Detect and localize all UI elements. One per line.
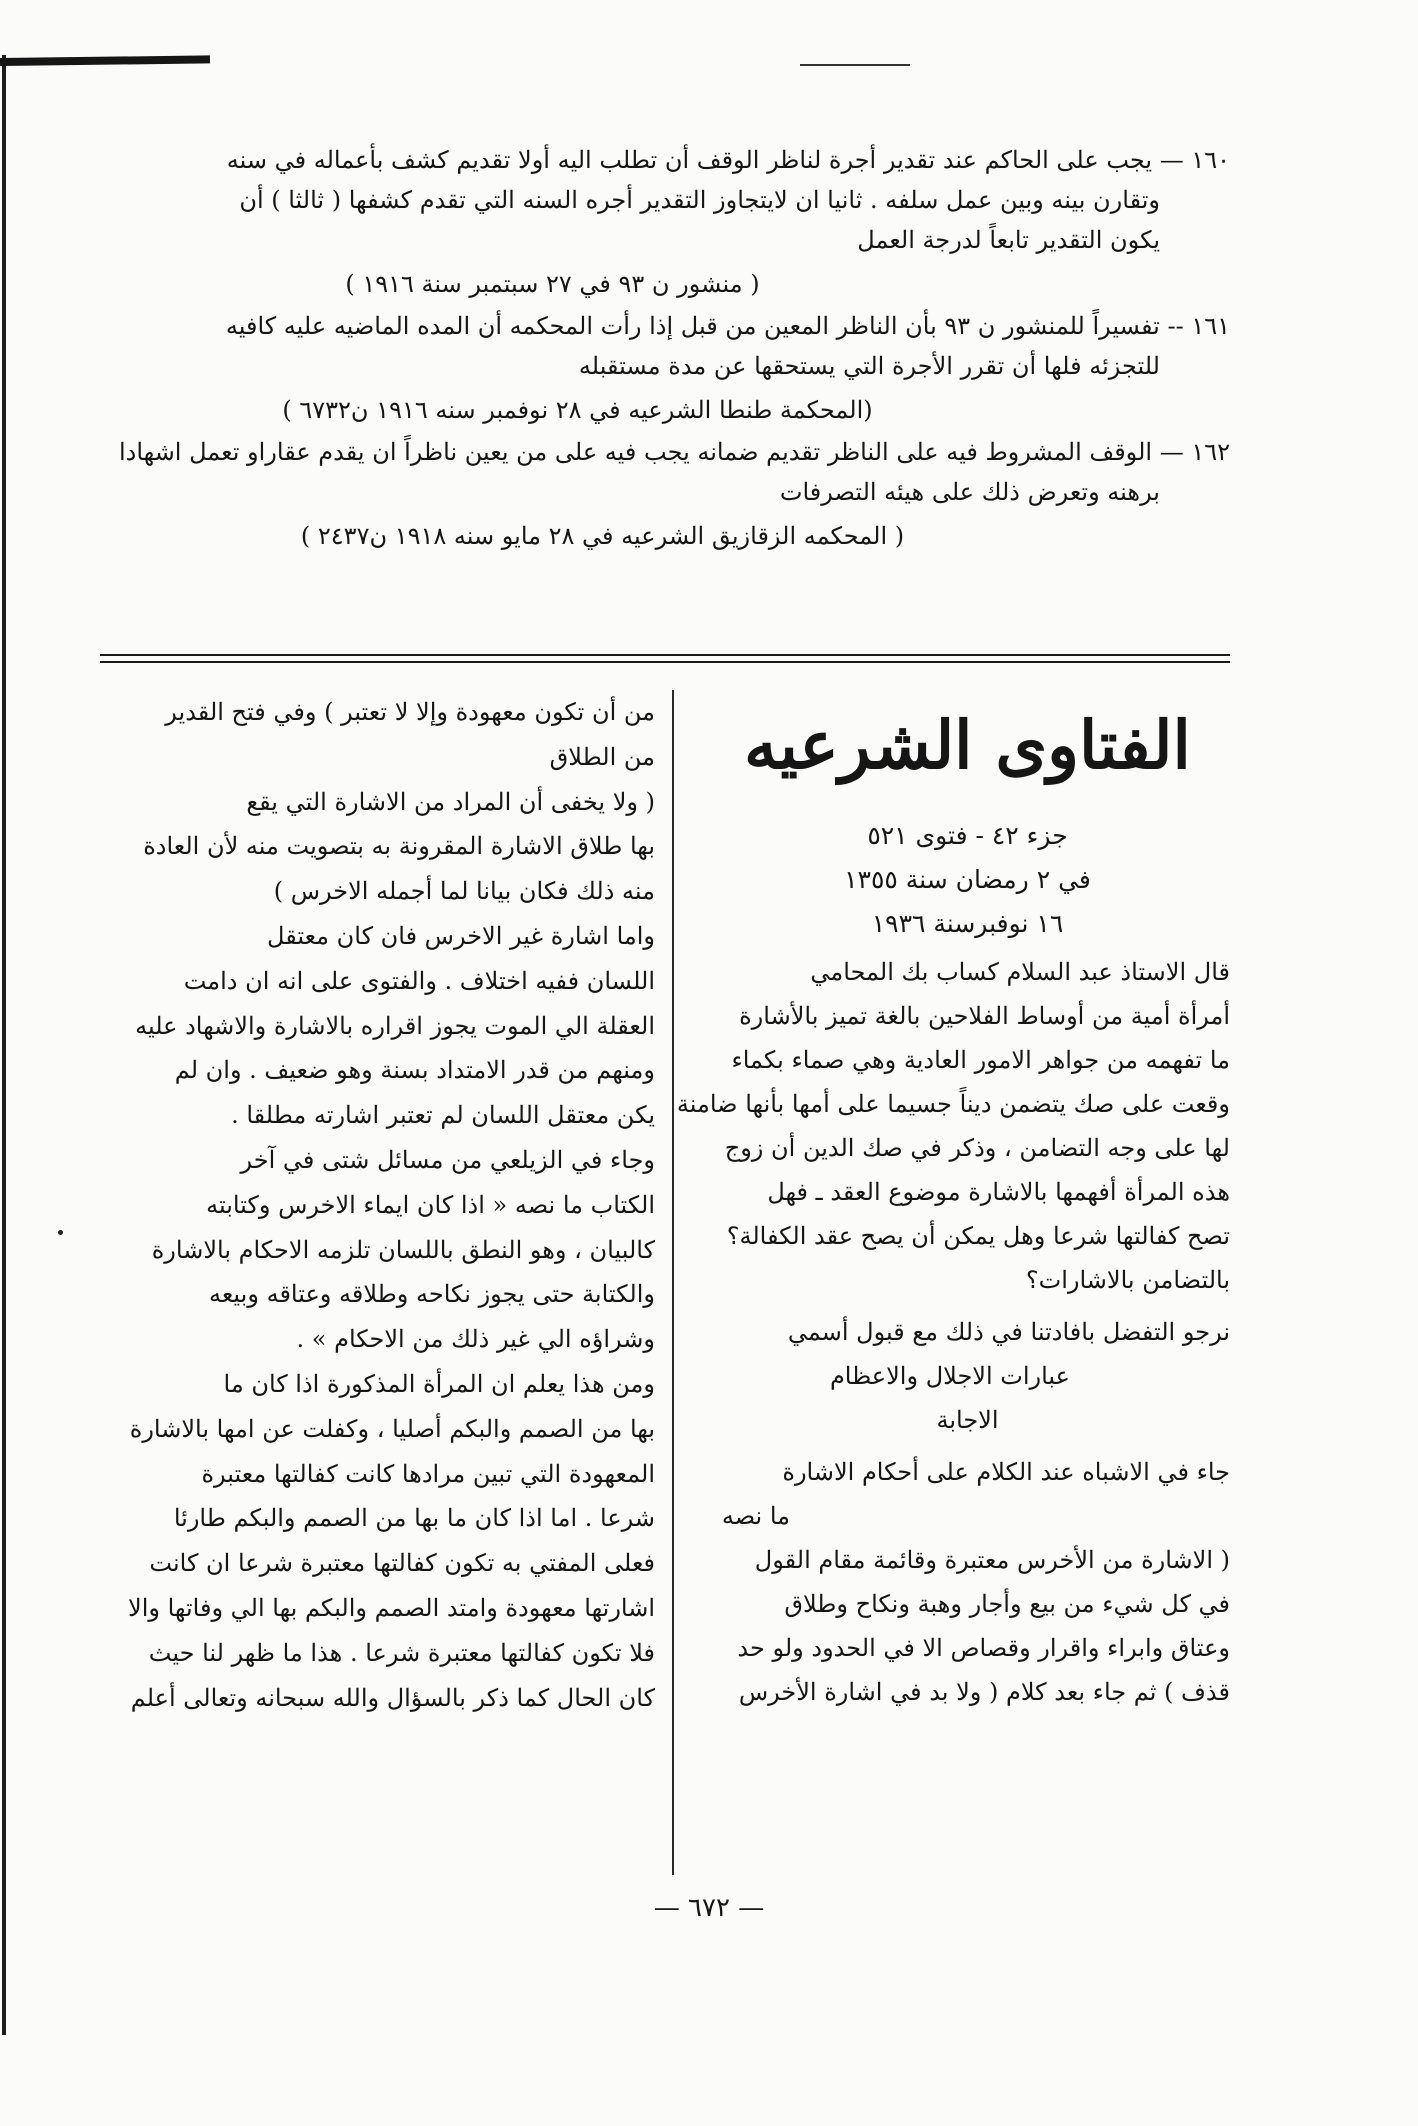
ruling-reference: ( المحكمه الزقازيق الشرعيه في ٢٨ مايو سنه ١٩١٨ ن٢٤٣٧ ) bbox=[300, 522, 905, 550]
continuation-line: منه ذلك فكان بيانا لما أجمله الاخرس ) bbox=[273, 877, 655, 906]
page-number: — ٦٧٢ — bbox=[653, 1893, 765, 1923]
column-divider bbox=[672, 690, 674, 1875]
continuation-line: وجاء في الزيلعي من مسائل شتى في آخر bbox=[240, 1145, 655, 1174]
fatwa-meta-line: في ٢ رمضان سنة ١٣٥٥ bbox=[844, 865, 1091, 894]
ruling-reference: ( منشور ن ٩٣ في ٢٧ سبتمبر سنة ١٩١٦ ) bbox=[345, 270, 760, 298]
fatwa-request bbox=[705, 1310, 1230, 1398]
question-line: هذه المرأة أفهمها بالاشارة موضوع العقد ـ فهل bbox=[767, 1178, 1230, 1206]
question-line: أمرأة أمية من أوساط الفلاحين بالغة تميز بالأشارة bbox=[739, 1002, 1230, 1030]
request-line: عبارات الاجلال والاعظام bbox=[829, 1362, 1070, 1390]
answer-continuation-column bbox=[95, 690, 655, 1720]
answer-line: في كل شيء من بيع وأجار وهبة ونكاح وطلاق bbox=[784, 1590, 1230, 1618]
continuation-line: بها من الصمم والبكم أصليا ، وكفلت عن امها بالاشارة bbox=[129, 1414, 655, 1443]
continuation-line: كالبيان ، وهو النطق باللسان تلزمه الاحكام بالاشارة bbox=[151, 1235, 655, 1264]
question-line: ما تفهمه من جواهر الامور العادية وهي صماء بكماء bbox=[731, 1046, 1230, 1074]
fatwa-column bbox=[676, 690, 1230, 1714]
ruling-160 bbox=[95, 140, 1230, 306]
continuation-line: ومن هذا يعلم ان المرأة المذكورة اذا كان ما bbox=[223, 1369, 655, 1398]
ruling-reference: (المحكمة طنطا الشرعيه في ٢٨ نوفمبر سنه ١٩١٦ ن٦٧٣٢ ) bbox=[282, 396, 873, 424]
fatwa-meta-line: جزء ٤٢ - فتوى ٥٢١ bbox=[867, 821, 1068, 850]
continuation-line: من أن تكون معهودة وإلا لا تعتبر ) وفي فتح القدير bbox=[165, 698, 655, 726]
continuation-line: يكن معتقل اللسان لم تعتبر اشارته مطلقا . bbox=[231, 1101, 655, 1130]
continuation-line: اللسان ففيه اختلاف . والفتوى على انه ان دامت bbox=[183, 966, 655, 995]
fatwa-meta-line: ١٦ نوفبرسنة ١٩٣٦ bbox=[871, 909, 1064, 938]
ruling-162 bbox=[95, 432, 1230, 558]
fatwa-answer bbox=[705, 1450, 1230, 1714]
answer-heading: الاجابة bbox=[936, 1406, 999, 1434]
answer-line: جاء في الاشباه عند الكلام على أحكام الاشارة bbox=[782, 1458, 1230, 1486]
question-line: وقعت على صك يتضمن ديناً جسيما على أمها بأنها ضامنة bbox=[676, 1090, 1230, 1118]
scan-mark bbox=[800, 64, 910, 66]
continuation-line: ( ولا يخفى أن المراد من الاشارة التي يقع bbox=[246, 787, 655, 816]
continuation-line: العقلة الي الموت يجوز اقراره بالاشارة والاشهاد عليه bbox=[135, 1011, 655, 1040]
continuation-line: والكتابة حتى يجوز نكاحه وطلاقه وعتاقه وبيعه bbox=[208, 1280, 655, 1309]
continuation-line: وشراؤه الي غير ذلك من الاحكام » . bbox=[296, 1325, 655, 1354]
ruling-text-line: ١٦٢ — الوقف المشروط فيه على الناظر تقديم ضمانه يجب فيه على من يعين ناظراً ان يقدم عقاراو تعمل اشهادا bbox=[118, 438, 1230, 466]
continuation-line: من الطلاق bbox=[549, 742, 655, 771]
continuation-line: فعلى المفتي به تكون كفالتها معتبرة شرعا ان كانت bbox=[149, 1549, 655, 1578]
answer-line: وعتاق وابراء واقرار وقصاص الا في الحدود ولو حد bbox=[737, 1634, 1230, 1662]
continuation-line: بها طلاق الاشارة المقرونة به بتصويت منه لأن العادة bbox=[143, 832, 655, 861]
ruling-text-line: وتقارن بينه وبين عمل سلفه . ثانيا ان لايتجاوز التقدير أجره السنه التي تقدم كشفها ( ثالثا ) أن bbox=[239, 186, 1160, 214]
fatwa-question bbox=[676, 950, 1230, 1302]
continuation-line: واما اشارة غير الاخرس فان كان معتقل bbox=[267, 921, 655, 950]
question-line: تصح كفالتها شرعا وهل يمكن أن يصح عقد الكفالة؟ bbox=[726, 1222, 1230, 1250]
continuation-line: كان الحال كما ذكر بالسؤال والله سبحانه وتعالى أعلم bbox=[130, 1683, 655, 1712]
request-line: نرجو التفضل بافادتنا في ذلك مع قبول أسمي bbox=[787, 1318, 1230, 1346]
fatwa-heading: الفتاوى الشرعيه bbox=[744, 706, 1191, 784]
rulings-section bbox=[95, 140, 1230, 558]
scan-border bbox=[2, 55, 6, 2035]
ruling-text-line: للتجزئه فلها أن تقرر الأجرة التي يستحقها عن مدة مستقبله bbox=[578, 352, 1160, 380]
answer-line: ( الاشارة من الأخرس معتبرة وقائمة مقام القول bbox=[754, 1546, 1230, 1574]
ruling-text-line: برهنه وتعرض ذلك على هيئه التصرفات bbox=[779, 478, 1160, 506]
answer-line: قذف ) ثم جاء بعد كلام ( ولا بد في اشارة الأخرس bbox=[738, 1678, 1230, 1706]
question-line: لها على وجه التضامن ، وذكر في صك الدين أن زوج bbox=[724, 1134, 1230, 1162]
question-line: بالتضامن بالاشارات؟ bbox=[1025, 1266, 1230, 1294]
scan-speck bbox=[58, 1230, 63, 1235]
ruling-text-line: ١٦١ -- تفسيراً للمنشور ن ٩٣ بأن الناظر المعين من قبل إذا رأت المحكمه أن المده الماضيه عليه كافيه bbox=[225, 312, 1230, 340]
section-divider bbox=[100, 654, 1230, 656]
scan-bar bbox=[0, 55, 210, 66]
continuation-line: شرعا . اما اذا كان ما بها من الصمم والبكم طارئا bbox=[173, 1504, 655, 1533]
continuation-line: ومنهم من قدر الامتداد بسنة وهو ضعيف . وان لم bbox=[174, 1056, 655, 1085]
question-line: قال الاستاذ عبد السلام كساب بك المحامي bbox=[810, 958, 1230, 986]
continuation-line: فلا تكون كفالتها معتبرة شرعا . هذا ما ظهر لنا حيث bbox=[148, 1638, 655, 1667]
ruling-text-line: يكون التقدير تابعاً لدرجة العمل bbox=[857, 226, 1160, 254]
continuation-line: اشارتها معهودة وامتد الصمم والبكم بها الي وفاتها والا bbox=[128, 1593, 655, 1622]
continuation-line: المعهودة التي تبين مرادها كانت كفالتها معتبرة bbox=[201, 1459, 655, 1488]
ruling-text-line: ١٦٠ — يجب على الحاكم عند تقدير أجرة لناظر الوقف أن تطلب اليه أولا تقديم كشف بأعماله في سنه bbox=[226, 146, 1230, 174]
ruling-161 bbox=[95, 306, 1230, 432]
continuation-line: الكتاب ما نصه « اذا كان ايماء الاخرس وكتابته bbox=[206, 1190, 655, 1219]
answer-line: ما نصه bbox=[721, 1502, 790, 1530]
section-divider bbox=[100, 661, 1230, 663]
